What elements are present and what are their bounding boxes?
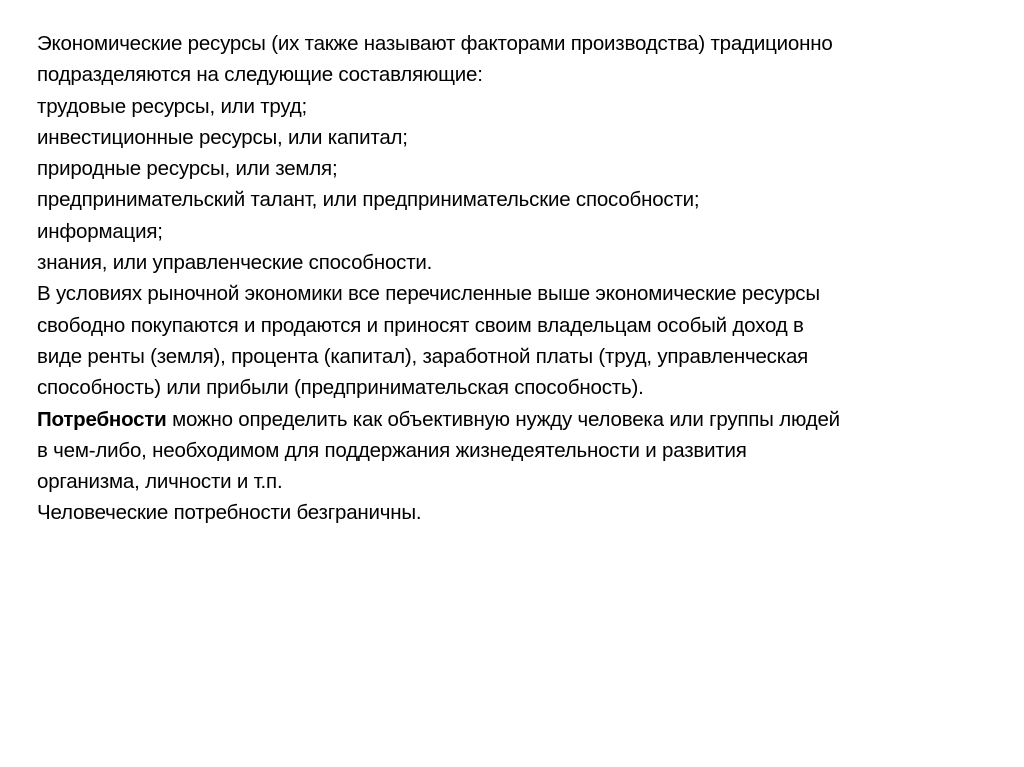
market-paragraph — [37, 278, 997, 403]
intro-line-2: подразделяются на следующие составляющие: — [37, 63, 483, 87]
needs-line-2: в чем-либо, необходимом для поддержания жизнедеятельности и развития — [37, 438, 747, 462]
needs-line-1 — [37, 404, 997, 435]
resource-item-information: информация; — [37, 219, 163, 243]
resource-item-land: природные ресурсы, или земля; — [37, 157, 338, 181]
resource-item-entrepreneurship: предпринимательский талант, или предпринимательские способности; — [37, 188, 700, 212]
needs-paragraph — [37, 404, 997, 498]
resources-list — [37, 91, 997, 279]
slide-text-body — [37, 28, 997, 529]
needs-term: Потребности — [37, 407, 167, 431]
needs-line-3: организма, личности и т.п. — [37, 470, 283, 494]
resource-item-knowledge: знания, или управленческие способности. — [37, 251, 433, 275]
resource-item-capital: инвестиционные ресурсы, или капитал; — [37, 125, 408, 149]
closing-line: Человеческие потребности безграничны. — [37, 501, 422, 525]
market-line-1: В условиях рыночной экономики все перечисленные выше экономические ресурсы — [37, 282, 820, 306]
market-line-2: свободно покупаются и продаются и приносят своим владельцам особый доход в — [37, 313, 804, 337]
needs-line-1-rest: можно определить как объективную нужду человека или группы людей — [166, 407, 840, 431]
resource-item-labor: трудовые ресурсы, или труд; — [37, 94, 308, 118]
closing-paragraph — [37, 497, 997, 528]
market-line-4: способность) или прибыли (предпринимательская способность). — [37, 376, 644, 400]
intro-paragraph — [37, 28, 997, 91]
market-line-3: виде ренты (земля), процента (капитал), заработной платы (труд, управленческая — [37, 344, 809, 368]
intro-line-1: Экономические ресурсы (их также называют факторами производства) традиционно — [37, 32, 833, 55]
